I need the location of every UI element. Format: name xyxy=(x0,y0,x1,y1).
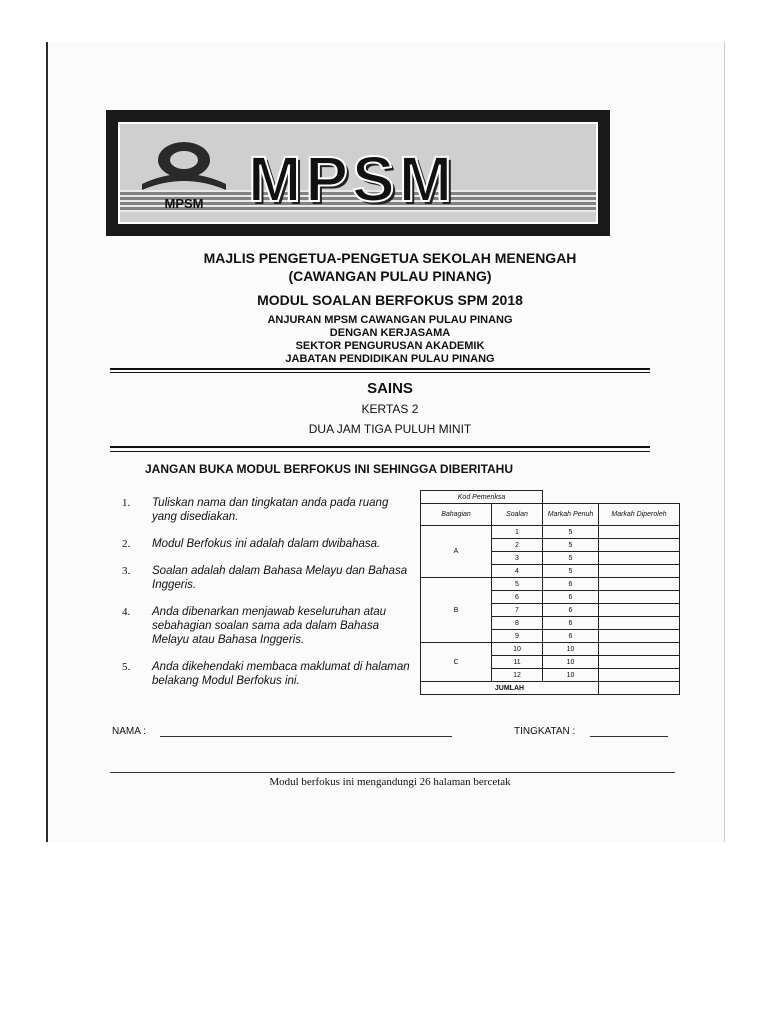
table-row xyxy=(421,643,680,656)
section-label: A xyxy=(421,526,492,578)
organizer-line-1: ANJURAN MPSM CAWANGAN PULAU PINANG xyxy=(267,314,513,326)
full-marks: 5 xyxy=(543,565,599,578)
marks-obtained-cell[interactable] xyxy=(599,643,680,656)
level-input-line[interactable] xyxy=(590,736,668,737)
full-marks: 10 xyxy=(543,669,599,682)
warning-text: JANGAN BUKA MODUL BERFOKUS INI SEHINGGA DIBERITAHU xyxy=(145,462,514,476)
organizer-line-3: SEKTOR PENGURUSAN AKADEMIK xyxy=(295,340,485,352)
full-marks: 5 xyxy=(543,526,599,539)
footer-rule xyxy=(110,772,675,773)
module-title: MODUL SOALAN BERFOKUS SPM 2018 xyxy=(257,292,523,308)
instruction-item: 3. Soalan adalah dalam Bahasa Melayu dan Bahasa Inggeris. xyxy=(122,565,408,591)
name-label: NAMA : xyxy=(112,726,146,737)
section-label: B xyxy=(421,578,492,643)
question-number: 11 xyxy=(492,656,543,669)
total-obtained-cell[interactable] xyxy=(599,682,680,695)
marks-obtained-cell[interactable] xyxy=(599,617,680,630)
total-label: JUMLAH xyxy=(421,682,599,695)
full-marks: 6 xyxy=(543,604,599,617)
col-header-marks-obtained: Markah Diperoleh xyxy=(599,504,680,526)
marks-obtained-cell[interactable] xyxy=(599,565,680,578)
marks-obtained-cell[interactable] xyxy=(599,578,680,591)
full-marks: 5 xyxy=(543,552,599,565)
instructions-list xyxy=(122,496,412,701)
question-number: 9 xyxy=(492,630,543,643)
question-number: 7 xyxy=(492,604,543,617)
marks-obtained-cell[interactable] xyxy=(599,591,680,604)
page-count-note: Modul berfokus ini mengandungi 26 halaman bercetak xyxy=(269,776,511,788)
logo-text: MPSM xyxy=(164,196,204,211)
header-banner xyxy=(106,110,610,236)
banner-panel xyxy=(118,122,598,224)
instruction-item: 2. Modul Berfokus ini adalah dalam dwibahasa. xyxy=(122,538,381,550)
council-branch: (CAWANGAN PULAU PINANG) xyxy=(288,268,492,284)
section-label: C xyxy=(421,643,492,682)
organizer-line-2: DENGAN KERJASAMA xyxy=(329,327,451,339)
marks-obtained-cell[interactable] xyxy=(599,539,680,552)
banner-title: MPSM xyxy=(248,143,456,215)
marks-obtained-cell[interactable] xyxy=(599,552,680,565)
name-input-line[interactable] xyxy=(160,736,452,737)
total-row xyxy=(421,682,680,695)
full-marks: 5 xyxy=(543,539,599,552)
full-marks: 6 xyxy=(543,630,599,643)
col-header-full-marks: Markah Penuh xyxy=(543,504,599,526)
full-marks: 10 xyxy=(543,643,599,656)
col-header-question: Soalan xyxy=(492,504,543,526)
full-marks: 6 xyxy=(543,617,599,630)
question-number: 10 xyxy=(492,643,543,656)
col-header-section: Bahagian xyxy=(421,504,492,526)
full-marks: 6 xyxy=(543,591,599,604)
mpsm-logo xyxy=(134,134,234,216)
instruction-item: 1. Tuliskan nama dan tingkatan anda pada ruang yang disediakan. xyxy=(122,497,389,523)
divider-top-thin xyxy=(110,372,650,373)
full-marks: 6 xyxy=(543,578,599,591)
divider-bottom xyxy=(110,446,650,448)
marks-obtained-cell[interactable] xyxy=(599,656,680,669)
subject-name: SAINS xyxy=(367,380,413,397)
table-row xyxy=(421,578,680,591)
organizer-line-4: JABATAN PENDIDIKAN PULAU PINANG xyxy=(285,353,495,365)
full-marks: 10 xyxy=(543,656,599,669)
question-number: 6 xyxy=(492,591,543,604)
divider-top xyxy=(110,368,650,370)
instruction-item: 5. Anda dikehendaki membaca maklumat di halaman belakang Modul Berfokus ini. xyxy=(122,661,410,687)
marks-obtained-cell[interactable] xyxy=(599,630,680,643)
question-number: 3 xyxy=(492,552,543,565)
divider-bottom-thin xyxy=(110,451,650,452)
question-number: 1 xyxy=(492,526,543,539)
examiner-code-header: Kod Pemeriksa xyxy=(421,491,543,504)
council-name: MAJLIS PENGETUA-PENGETUA SEKOLAH MENENGAH xyxy=(203,250,577,266)
question-number: 5 xyxy=(492,578,543,591)
question-number: 12 xyxy=(492,669,543,682)
question-number: 2 xyxy=(492,539,543,552)
exam-duration: DUA JAM TIGA PULUH MINIT xyxy=(308,422,472,436)
examiner-marks-table xyxy=(420,490,680,695)
level-label: TINGKATAN : xyxy=(514,726,576,737)
instruction-item: 4. Anda dibenarkan menjawab keseluruhan atau sebahagian soalan sama ada dalam Bahasa Melayu atau Bahasa Inggeris. xyxy=(122,606,386,646)
question-number: 8 xyxy=(492,617,543,630)
paper-number: KERTAS 2 xyxy=(361,402,419,416)
marks-obtained-cell[interactable] xyxy=(599,604,680,617)
marks-obtained-cell[interactable] xyxy=(599,526,680,539)
marks-obtained-cell[interactable] xyxy=(599,669,680,682)
table-row xyxy=(421,526,680,539)
question-number: 4 xyxy=(492,565,543,578)
